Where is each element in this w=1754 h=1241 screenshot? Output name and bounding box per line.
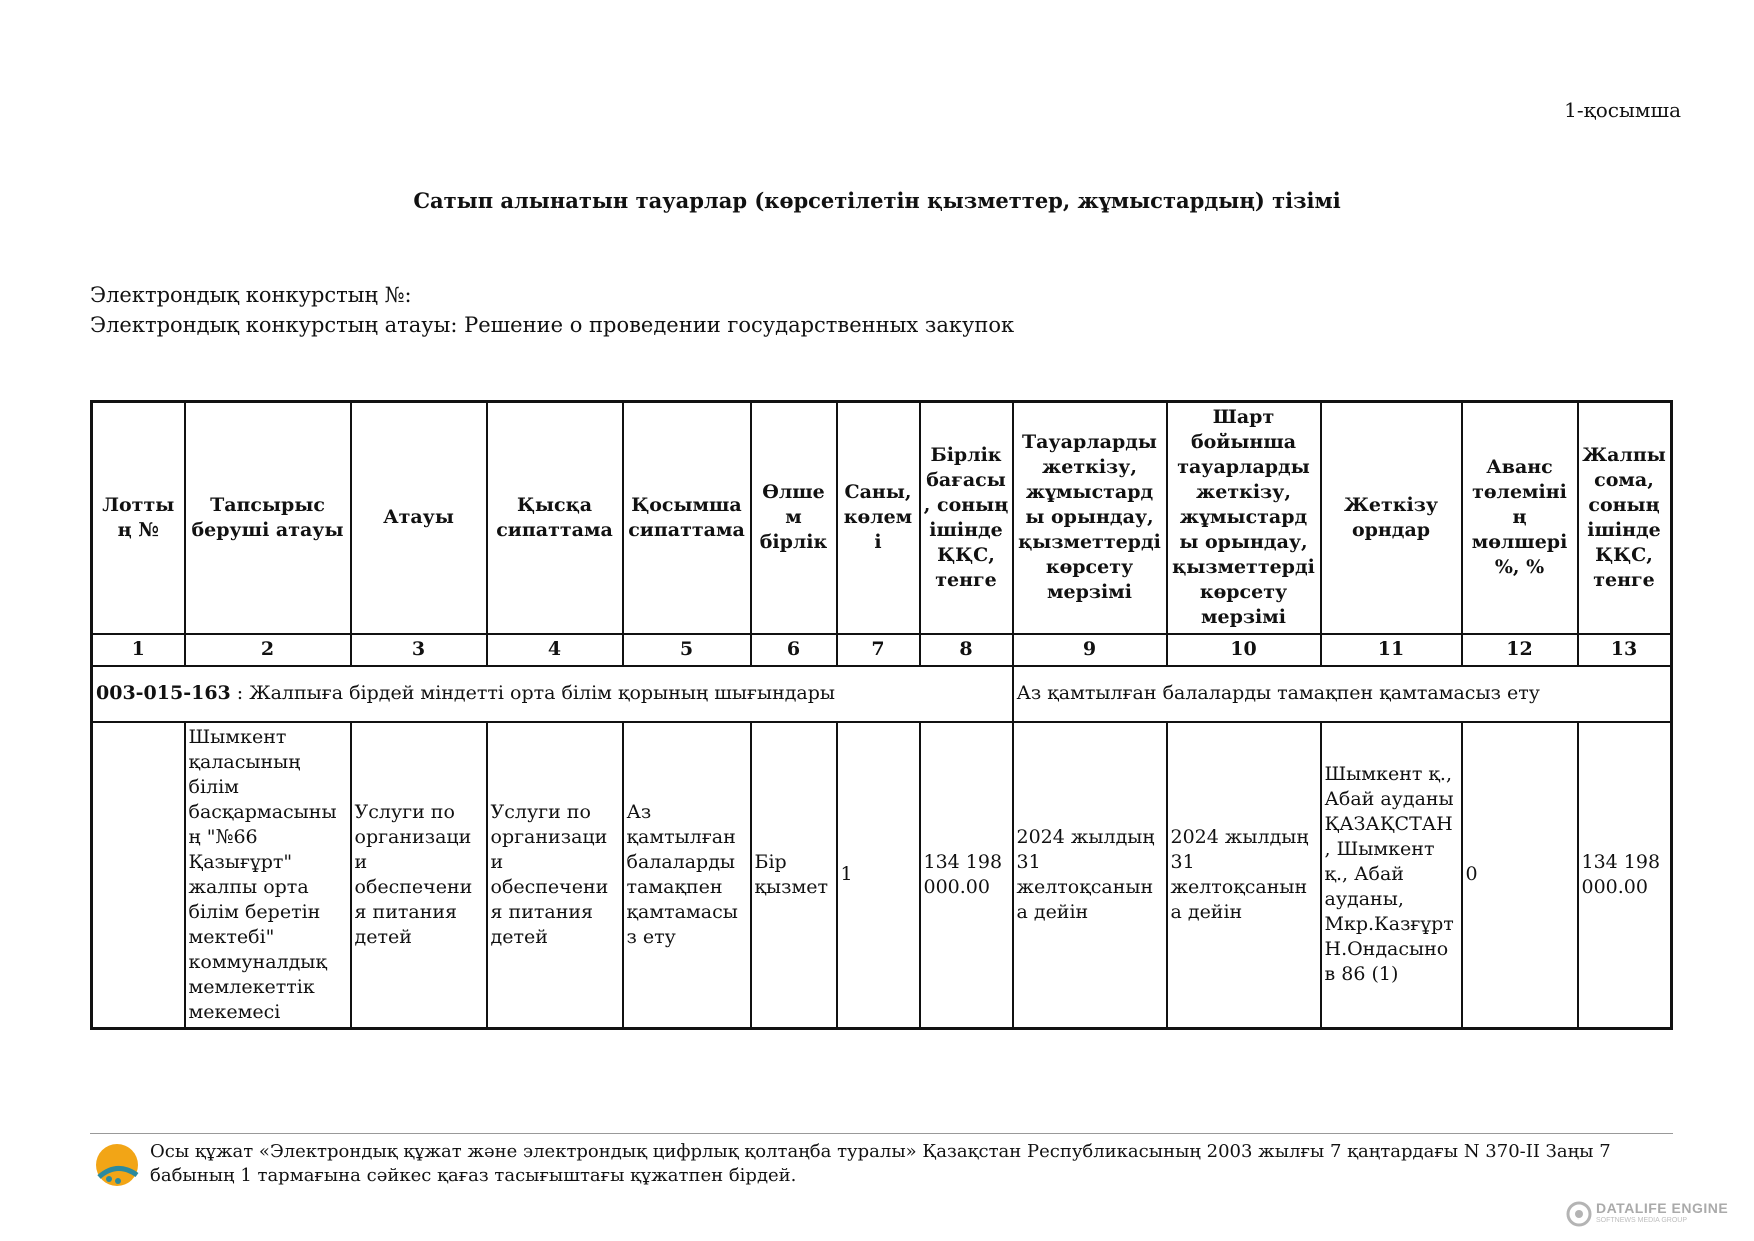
document-title: Сатып алынатын тауарлар (көрсетілетін қызметтер, жұмыстардың) тізімі [413,188,1341,213]
datalife-logo-icon [1566,1201,1592,1227]
header-name: Атауы [351,402,487,634]
egov-logo-icon [93,1141,141,1189]
footer-divider [90,1133,1673,1134]
column-number-row [92,634,1672,666]
budget-program-row [92,666,1672,722]
column-number: 2 [185,634,351,666]
cell-unit: Бір қызмет [751,722,837,1029]
header-total: Жалпы сома, соның ішінде ҚҚС, тенге [1578,402,1671,634]
cell-advance: 0 [1462,722,1578,1029]
column-number: 4 [487,634,623,666]
header-delivery-place: Жеткізу орндар [1321,402,1462,634]
header-quantity: Саны, көлемі [837,402,920,634]
cell-contract-term: 2024 жылдың 31 желтоқсанына дейін [1167,722,1321,1029]
header-unit-price: Бірлік бағасы, соның ішінде ҚҚС, тенге [920,402,1013,634]
header-unit: Өлшем бірлік [751,402,837,634]
budget-program-name: : Жалпыға бірдей міндетті орта білім қорының шығындары [230,682,836,704]
contest-number: Электрондық конкурстың №: [90,283,412,307]
column-number: 11 [1321,634,1462,666]
column-number: 6 [751,634,837,666]
column-number: 3 [351,634,487,666]
column-number: 7 [837,634,920,666]
budget-program-cell [92,666,1013,722]
column-number: 1 [92,634,185,666]
watermark-title: DATALIFE ENGINE [1596,1200,1729,1216]
datalife-engine-watermark [1566,1198,1741,1230]
lots-table [90,400,1673,1030]
column-number: 9 [1013,634,1167,666]
header-lot: Лоттың № [92,402,185,634]
cell-lot [92,722,185,1029]
header-contract-term: Шарт бойынша тауарларды жеткізу, жұмыстарды орындау, қызметтерді көрсету мерзімі [1167,402,1321,634]
header-row [92,402,1672,634]
footer-legal-text: Осы құжат «Электрондық құжат және электрондық цифрлық қолтаңба туралы» Қазақстан Республикасының 2003 жылғы 7 қаңтардағы N 370-II Заңы 7 бабының 1 тармағына сәйкес қағаз тасығыштағы құжатпен бірдей. [150,1141,1611,1186]
column-number: 10 [1167,634,1321,666]
budget-subprogram-cell: Аз қамтылған балаларды тамақпен қамтамасыз ету [1013,666,1671,722]
header-extra-desc: Қосымша сипаттама [623,402,751,634]
logo-dot [106,1176,112,1182]
cell-extra-desc: Аз қамтылған балаларды тамақпен қамтамасыз ету [623,722,751,1029]
budget-extra-cell [1671,666,1672,722]
cell-customer: Шымкент қаласының білім басқармасының "№66 Қазығұрт" жалпы орта білім беретін мектебі" коммуналдық мемлекеттік мекемесі [185,722,351,1029]
cell-unit-price: 134 198 000.00 [920,722,1013,1029]
header-delivery-term: Тауарларды жеткізу, жұмыстарды орындау, қызметтерді көрсету мерзімі [1013,402,1167,634]
cell-total: 134 198 000.00 [1578,722,1671,1029]
column-number: 8 [920,634,1013,666]
cell-delivery-place: Шымкент қ., Абай ауданы ҚАЗАҚСТАН, Шымкент қ., Абай ауданы, Мкр.Казғұрт Н.Ондасынов 86 (1) [1321,722,1462,1029]
budget-code: 003-015-163 [96,682,231,704]
cell-delivery-term: 2024 жылдың 31 желтоқсанына дейін [1013,722,1167,1029]
table-row [92,722,1672,1029]
column-number: 5 [623,634,751,666]
logo-dot [115,1178,121,1184]
cell-short-desc: Услуги по организации обеспечения питания детей [487,722,623,1029]
contest-name: Электрондық конкурстың атауы: Решение о проведении государственных закупок [90,313,1015,337]
header-short-desc: Қысқа сипаттама [487,402,623,634]
cell-quantity: 1 [837,722,920,1029]
header-advance: Аванс төлемінің мөлшері %, % [1462,402,1578,634]
cell-name: Услуги по организации обеспечения питания детей [351,722,487,1029]
annex-label: 1-қосымша [1564,98,1681,122]
column-number: 12 [1462,634,1578,666]
column-number: 13 [1578,634,1671,666]
header-customer: Тапсырыс беруші атауы [185,402,351,634]
watermark-subtitle: SOFTNEWS MEDIA GROUP [1596,1217,1688,1224]
